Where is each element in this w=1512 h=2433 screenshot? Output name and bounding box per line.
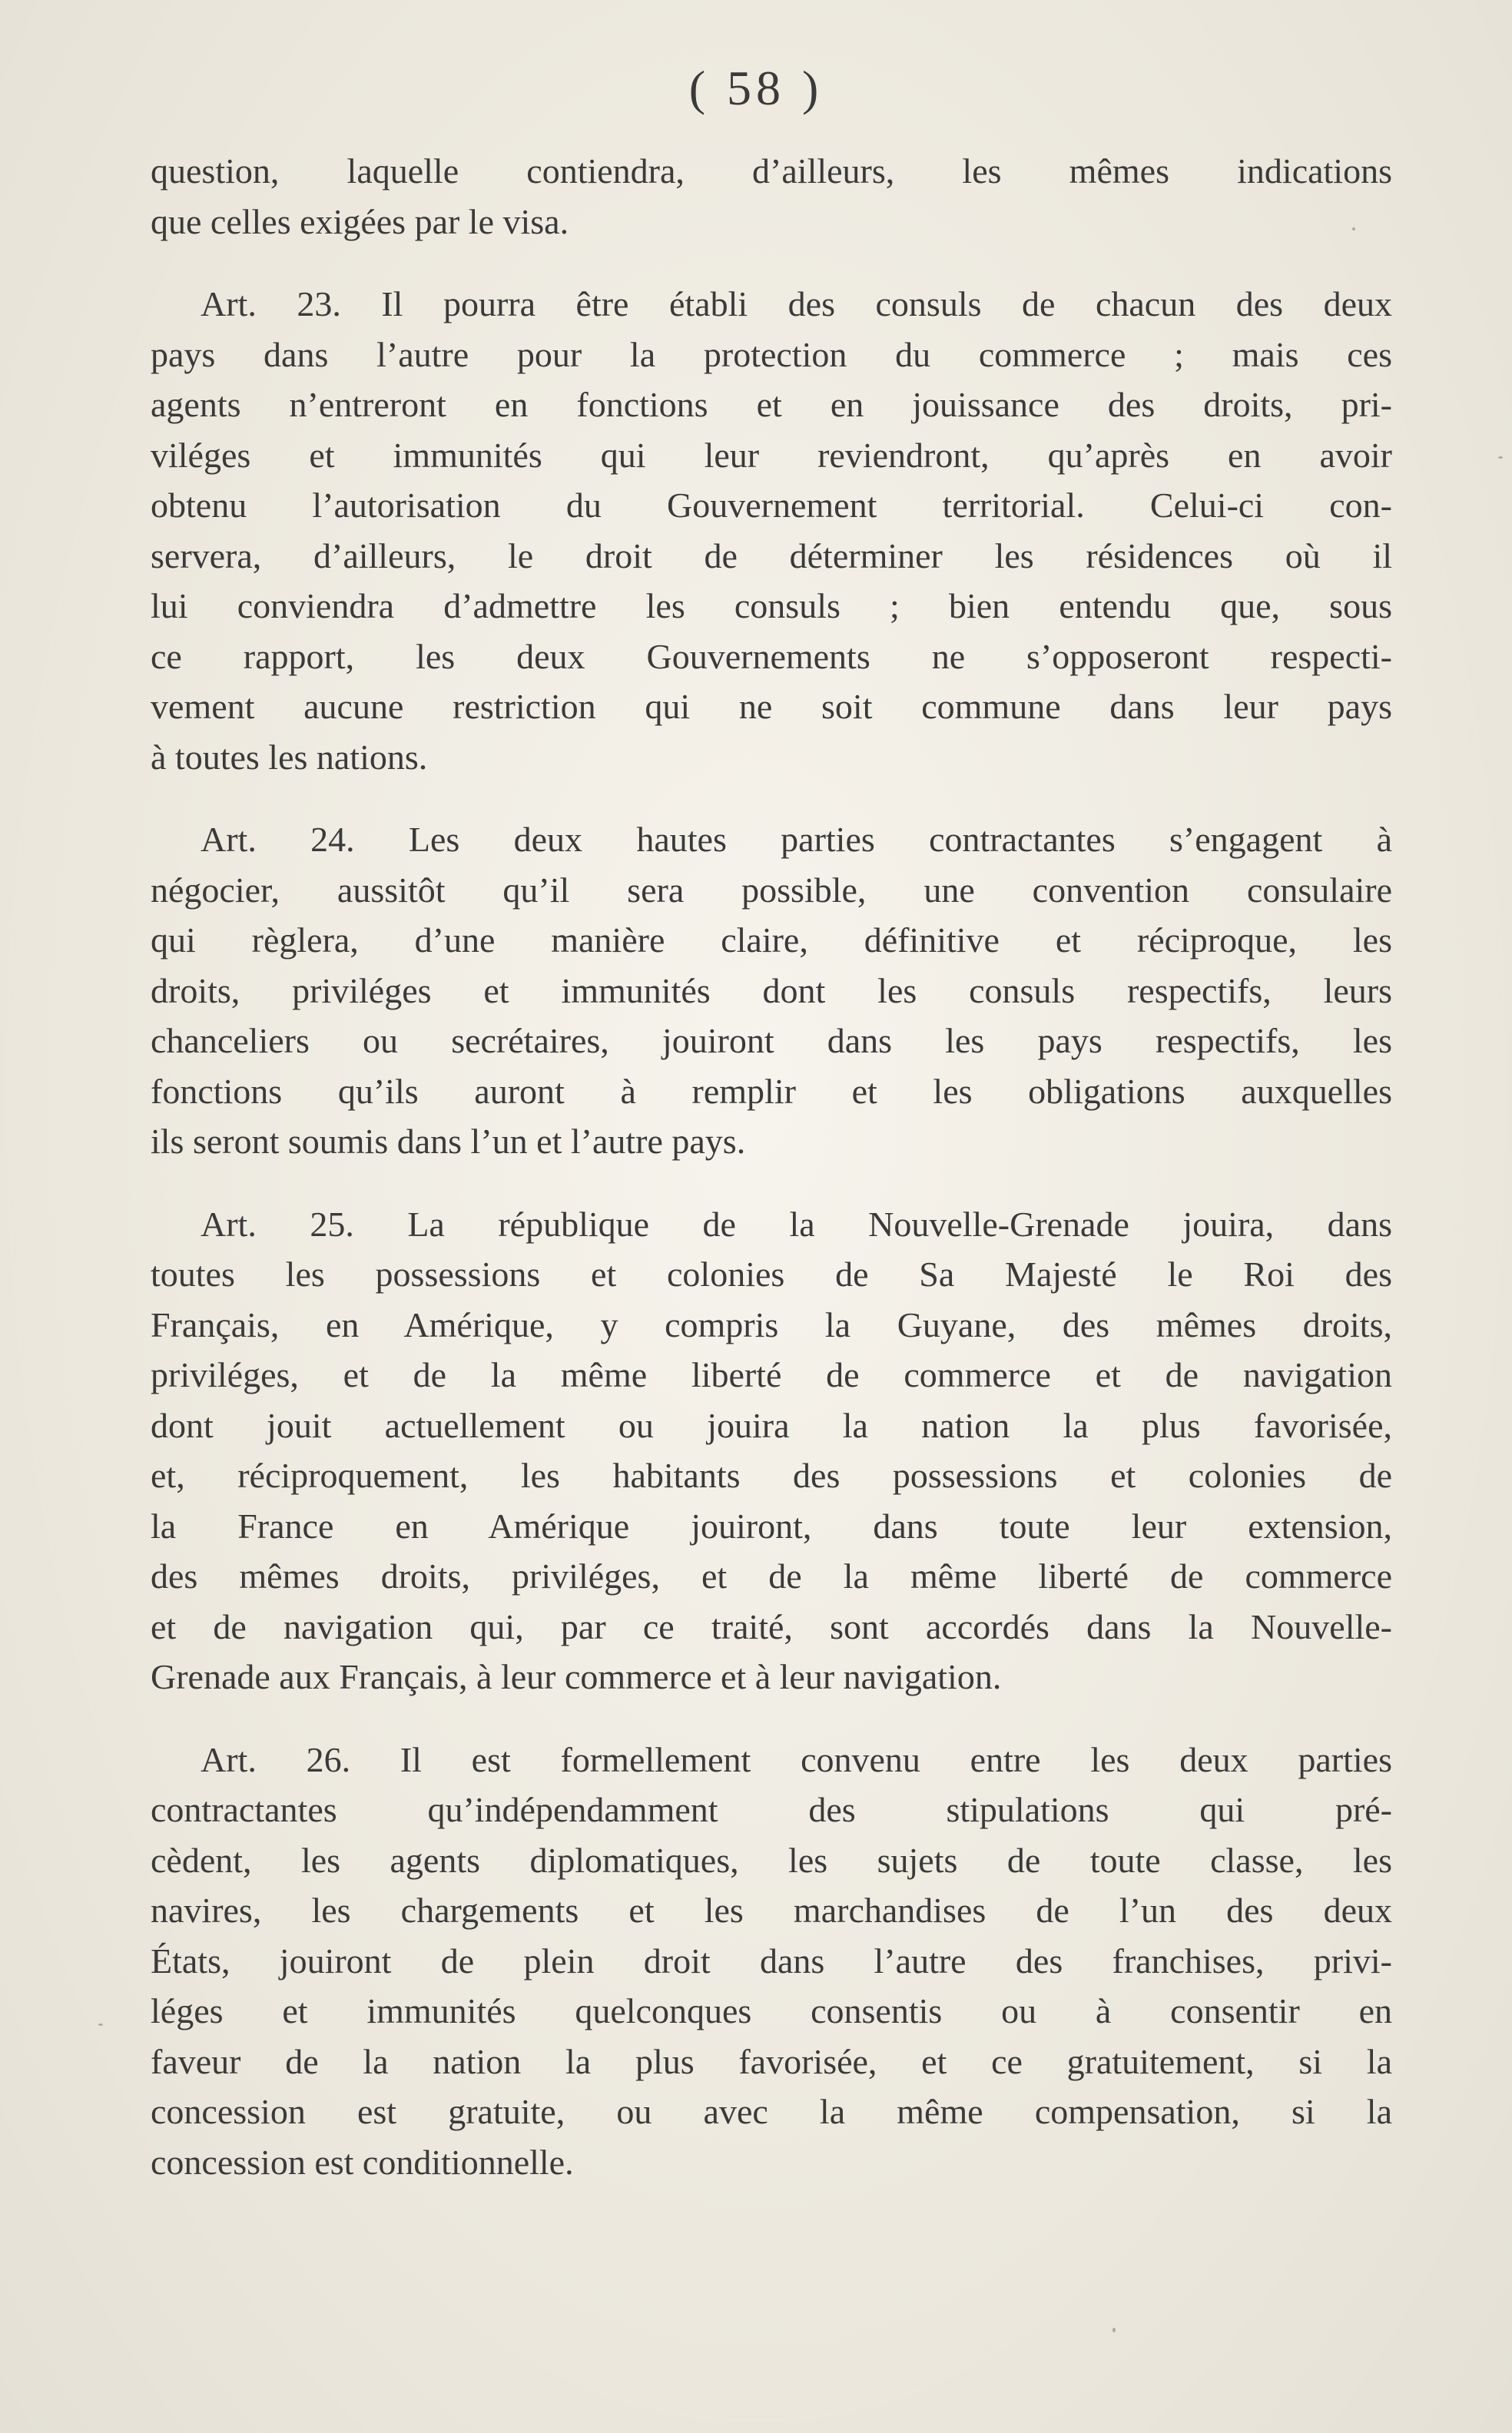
text-line: ce rapport, les deux Gouvernements ne s’opposeront respecti- xyxy=(151,636,1392,676)
text-line: faveur de la nation la plus favorisée, et ce gratuitement, si la xyxy=(151,2041,1392,2081)
text-line: des mêmes droits, priviléges, et de la même liberté de commerce xyxy=(151,1556,1392,1596)
text-line: Art. 25. La république de la Nouvelle-Grenade jouira, dans xyxy=(201,1204,1392,1244)
text-line: agents n’entreront en fonctions et en jouissance des droits, pri- xyxy=(151,385,1392,424)
text-line: question, laquelle contiendra, d’ailleurs, les mêmes indications xyxy=(151,151,1392,191)
text-line: Art. 24. Les deux hautes parties contractantes s’engagent à xyxy=(201,820,1392,859)
text-line: pays dans l’autre pour la protection du commerce ; mais ces xyxy=(151,334,1392,374)
text-line: léges et immunités quelconques consentis ou à consentir en xyxy=(151,1991,1392,2030)
text-line: Grenade aux Français, à leur commerce et à leur navigation. xyxy=(151,1657,1002,1696)
paragraph-article-26 xyxy=(151,1735,1392,2188)
text-line: cèdent, les agents diplomatiques, les sujets de toute classe, les xyxy=(151,1840,1392,1880)
paragraph-continuation xyxy=(151,146,1392,247)
paper-speck xyxy=(1112,2328,1116,2332)
paragraph-article-25 xyxy=(151,1199,1392,1702)
text-line: concession est gratuite, ou avec la même compensation, si la xyxy=(151,2092,1392,2131)
text-line: navires, les chargements et les marchandises de l’un des deux xyxy=(151,1891,1392,1930)
text-line: négocier, aussitôt qu’il sera possible, une convention consulaire xyxy=(151,870,1392,910)
text-line: toutes les possessions et colonies de Sa Majesté le Roi des xyxy=(151,1255,1392,1294)
paper-speck xyxy=(1498,456,1503,459)
text-line: lui conviendra d’admettre les consuls ; bien entendu que, sous xyxy=(151,586,1392,625)
text-line: viléges et immunités qui leur reviendront, qu’après en avoir xyxy=(151,435,1392,475)
text-line: concession est conditionnelle. xyxy=(151,2142,574,2182)
text-line: dont jouit actuellement ou jouira la nation la plus favorisée, xyxy=(151,1405,1392,1445)
text-line: Art. 26. Il est formellement convenu entre les deux parties xyxy=(201,1739,1392,1779)
text-line: Art. 23. Il pourra être établi des consuls de chacun des deux xyxy=(201,284,1392,323)
body-text xyxy=(151,146,1392,2219)
paper-speck xyxy=(1352,227,1355,230)
text-line: vement aucune restriction qui ne soit commune dans leur pays xyxy=(151,687,1392,726)
text-line: et de navigation qui, par ce traité, sont accordés dans la Nouvelle- xyxy=(151,1606,1392,1646)
paragraph-article-23 xyxy=(151,279,1392,782)
text-line: que celles exigées par le visa. xyxy=(151,201,569,241)
page-number: ( 58 ) xyxy=(688,61,824,115)
text-line: États, jouiront de plein droit dans l’autre des franchises, privi- xyxy=(151,1941,1392,1981)
text-line: contractantes qu’indépendamment des stipulations qui pré- xyxy=(151,1790,1392,1829)
text-line: la France en Amérique jouiront, dans toute leur extension, xyxy=(151,1506,1392,1546)
text-line: chanceliers ou secrétaires, jouiront dans les pays respectifs, les xyxy=(151,1021,1392,1060)
text-line: Français, en Amérique, y compris la Guyane, des mêmes droits, xyxy=(151,1304,1392,1344)
text-line: obtenu l’autorisation du Gouvernement territorial. Celui-ci con- xyxy=(151,486,1392,525)
paragraph-article-24 xyxy=(151,814,1392,1167)
text-line: et, réciproquement, les habitants des possessions et colonies de xyxy=(151,1456,1392,1495)
text-line: à toutes les nations. xyxy=(151,737,428,777)
text-line: servera, d’ailleurs, le droit de déterminer les résidences où il xyxy=(151,535,1392,575)
text-line: qui règlera, d’une manière claire, définitive et réciproque, les xyxy=(151,920,1392,960)
text-line: droits, priviléges et immunités dont les consuls respectifs, leurs xyxy=(151,970,1392,1010)
paper-speck xyxy=(98,2024,103,2026)
text-line: priviléges, et de la même liberté de commerce et de navigation xyxy=(151,1355,1392,1394)
text-line: fonctions qu’ils auront à remplir et les obligations auxquelles xyxy=(151,1071,1392,1111)
text-line: ils seront soumis dans l’un et l’autre pays. xyxy=(151,1122,746,1161)
